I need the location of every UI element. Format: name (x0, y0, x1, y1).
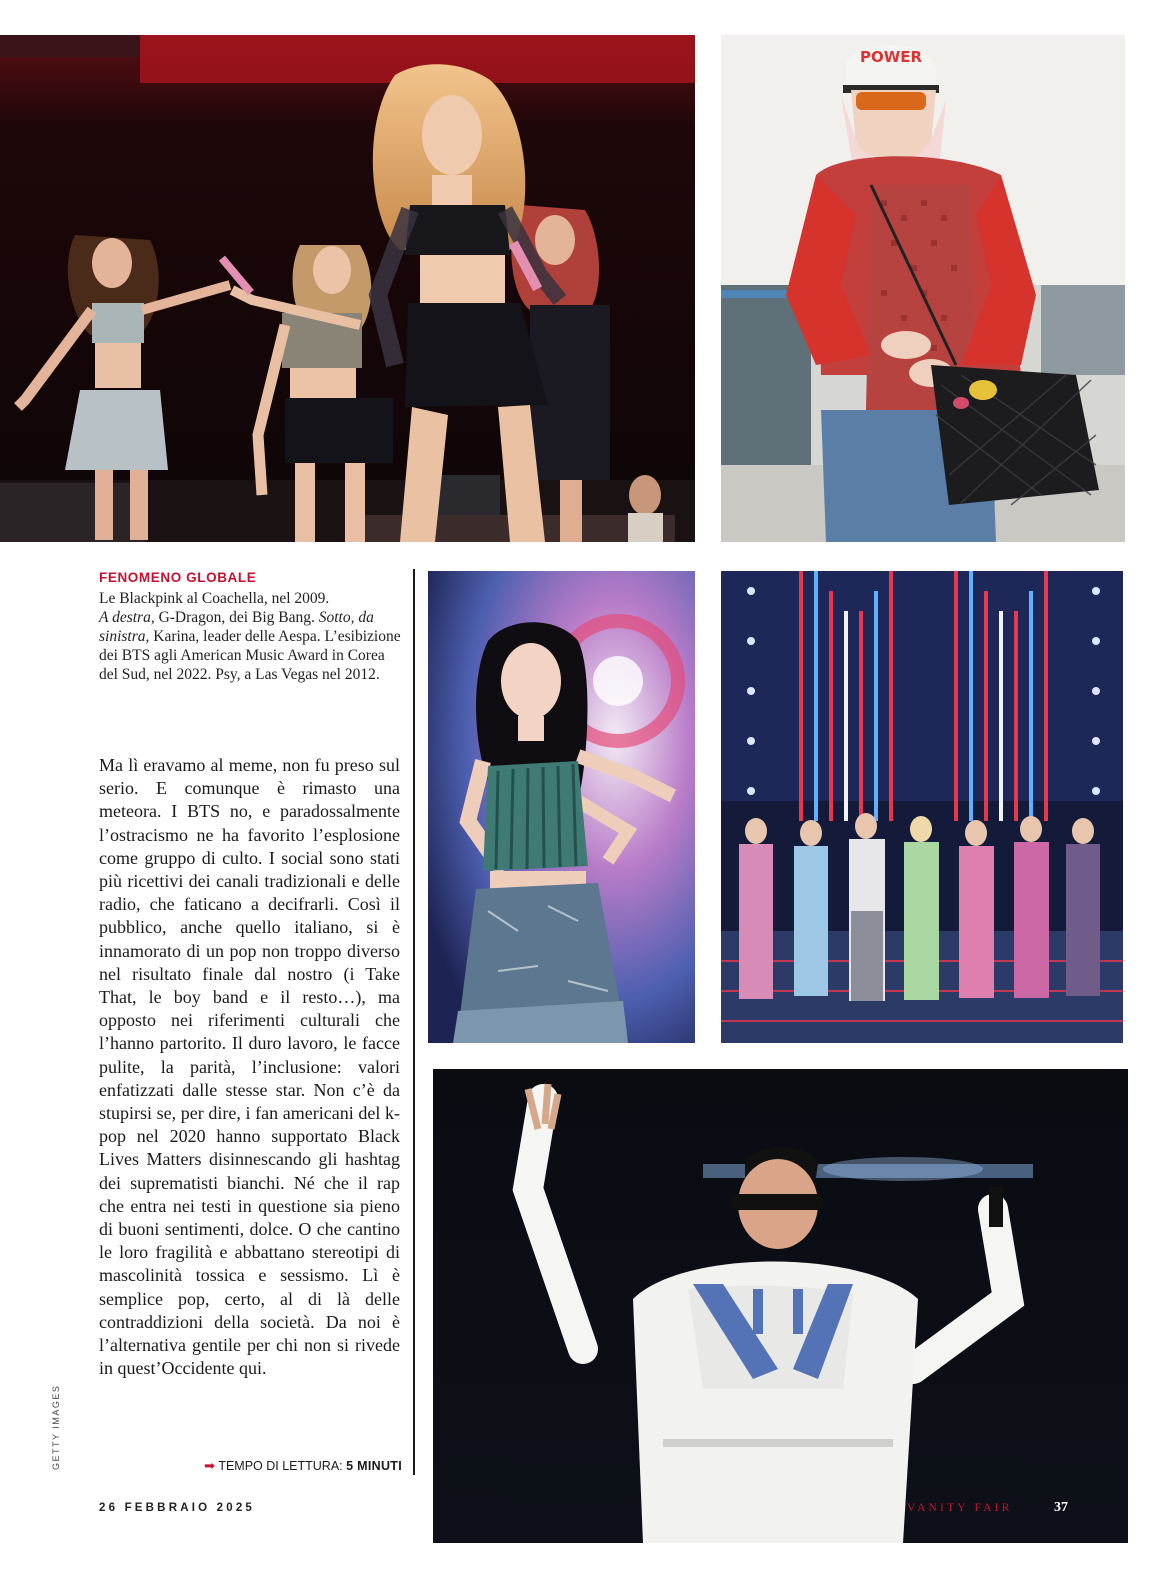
photo-caption (99, 568, 404, 684)
arrow-right-icon: ➡ (204, 1458, 216, 1473)
caption-em-right: A destra (99, 609, 151, 626)
reading-time (200, 1458, 402, 1474)
caption-body (99, 589, 404, 684)
caption-text-gdragon: , G-Dragon, dei Big Bang. (150, 609, 319, 626)
issue-date: 26 FEBBRAIO 2025 (99, 1502, 256, 1514)
reading-time-value: 5 MINUTI (346, 1459, 402, 1473)
article-paragraph: Ma lì eravamo al meme, non fu preso sul serio. E comunque è rimasto una meteora. I BTS no, e paradossalmente l’ostracismo ne ha favorito l’esplosione come gruppo di culto. I social sono stati più ricettivi dei canali tradizionali e delle radio, che faticano a decifrarli. Così il pubblico, anche quello italiano, si è innamorato di un pop non troppo diverso nel risultato finale dal nostro (i Take That, le boy band e il resto…), ma opposto nei riferimenti culturali che l’hanno partorito. Il duro lavoro, le facce pulite, la parità, l’inclusione: valori enfatizzati dalle stesse star. Non c’è da stupirsi se, per dire, i fan americani del k-pop nel 2020 hanno supportato Black Lives Matters disinnescando gli hashtag dei suprematisti bianchi. Né che il rap che entra nei testi in questione sia pieno di buoni sentimenti, dolce. O che cantino le loro fragilità e abbattano stereotipi di mascolinità tossica e sessismo. Lì è semplice pop, certo, al di là delle contraddizioni della società. Da noi è l’alternativa gentile per chi non si rivede in quest’Occidente qui. (99, 755, 400, 1379)
magazine-name: VANITY FAIR (907, 1502, 1013, 1514)
page-number: 37 (1054, 1500, 1068, 1515)
photo-blackpink-coachella (0, 35, 695, 542)
caption-title: FENOMENO GLOBALE (99, 570, 257, 585)
photo-karina-aespa (428, 571, 695, 1043)
cap-lettering: POWER (859, 48, 923, 66)
column-divider (413, 569, 415, 1475)
photo-credit: GETTY IMAGES (51, 1384, 61, 1470)
caption-em-below: Sotto, da sinistra (99, 609, 374, 645)
photo-bts-ama (721, 571, 1123, 1043)
caption-line-1: Le Blackpink al Coachella, nel 2009. (99, 590, 330, 607)
reading-time-label: TEMPO DI LETTURA: (218, 1459, 347, 1473)
article-body (99, 754, 400, 1380)
caption-text-rest: , Karina, leader delle Aespa. L’esibizione dei BTS agli American Music Award in Corea del Sud, nel 2022. Psy, a Las Vegas nel 2012. (99, 628, 401, 683)
photo-psy-las-vegas (433, 1069, 1128, 1543)
photo-g-dragon (721, 35, 1125, 542)
